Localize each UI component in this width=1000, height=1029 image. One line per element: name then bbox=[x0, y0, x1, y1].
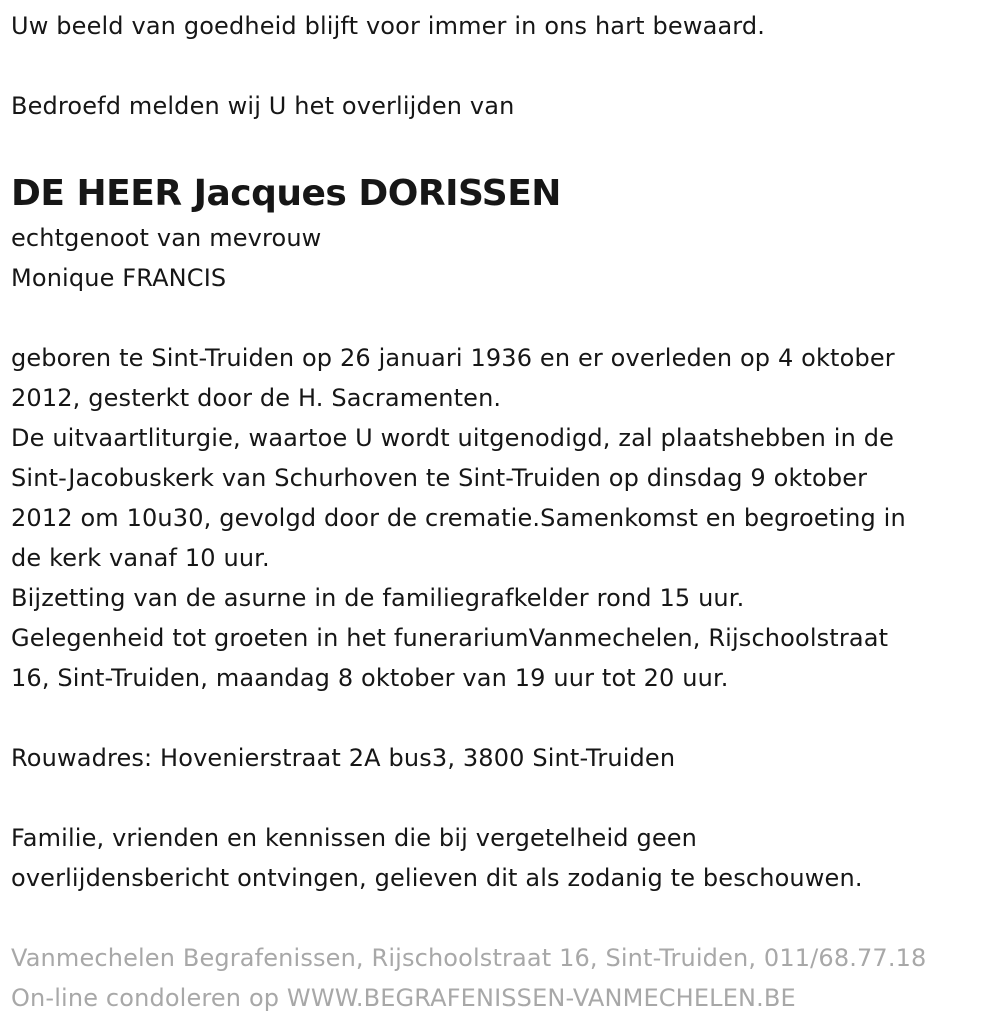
intro-quote: Uw beeld van goedheid blijft voor immer in ons hart bewaard. bbox=[11, 12, 766, 40]
visitation-line-2: 16, Sint-Truiden, maandag 8 oktober van 19 uur tot 20 uur. bbox=[11, 664, 729, 692]
funeral-line-1: De uitvaartliturgie, waartoe U wordt uitgenodigd, zal plaatshebben in de bbox=[11, 424, 895, 452]
spacer bbox=[11, 698, 996, 738]
spacer bbox=[11, 898, 996, 938]
funeral-line-4: de kerk vanaf 10 uur. bbox=[11, 544, 270, 572]
spacer bbox=[11, 778, 996, 818]
spacer bbox=[11, 46, 996, 86]
spouse-name: Monique FRANCIS bbox=[11, 264, 227, 292]
online-condolences: On-line condoleren op WWW.BEGRAFENISSEN-VANMECHELEN.BE bbox=[11, 984, 796, 1012]
interment-text: Bijzetting van de asurne in de familiegrafkelder rond 15 uur. bbox=[11, 584, 745, 612]
mourning-address: Rouwadres: Hovenierstraat 2A bus3, 3800 Sint-Truiden bbox=[11, 744, 676, 772]
birth-death-line-2: 2012, gesterkt door de H. Sacramenten. bbox=[11, 384, 502, 412]
relation-text: echtgenoot van mevrouw bbox=[11, 224, 322, 252]
spacer bbox=[11, 126, 996, 166]
notice-line-1: Familie, vrienden en kennissen die bij vergetelheid geen bbox=[11, 824, 698, 852]
notice-line-2: overlijdensbericht ontvingen, gelieven dit als zodanig te beschouwen. bbox=[11, 864, 863, 892]
obituary-notice bbox=[11, 6, 996, 1018]
visitation-line-1: Gelegenheid tot groeten in het funerariumVanmechelen, Rijschoolstraat bbox=[11, 624, 889, 652]
funeral-home-contact: Vanmechelen Begrafenissen, Rijschoolstraat 16, Sint-Truiden, 011/68.77.18 bbox=[11, 944, 927, 972]
spacer bbox=[11, 298, 996, 338]
funeral-line-3: 2012 om 10u30, gevolgd door de crematie.Samenkomst en begroeting in bbox=[11, 504, 906, 532]
deceased-name: DE HEER Jacques DORISSEN bbox=[11, 173, 561, 214]
birth-death-line-1: geboren te Sint-Truiden op 26 januari 1936 en er overleden op 4 oktober bbox=[11, 344, 895, 372]
funeral-line-2: Sint-Jacobuskerk van Schurhoven te Sint-Truiden op dinsdag 9 oktober bbox=[11, 464, 868, 492]
announcement-text: Bedroefd melden wij U het overlijden van bbox=[11, 92, 515, 120]
